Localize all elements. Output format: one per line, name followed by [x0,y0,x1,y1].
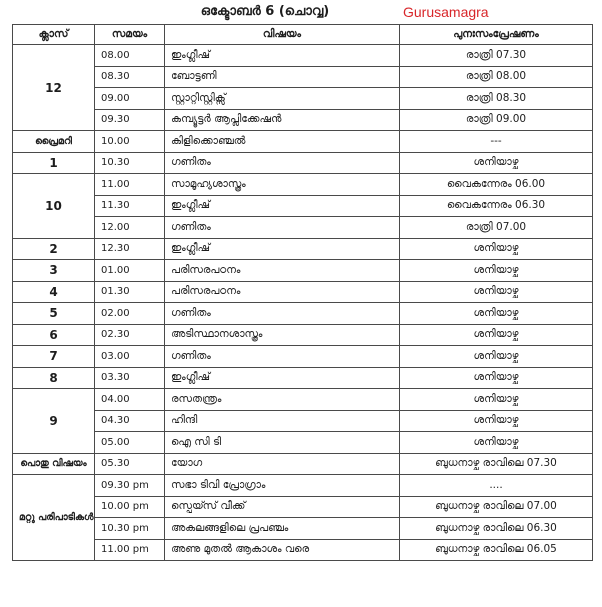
rebroadcast-cell: --- [400,131,593,153]
class-cell: 6 [13,324,95,346]
table-row [13,260,593,282]
table-row [13,281,593,303]
time-cell: 11.00 [95,174,165,196]
class-cell: 1 [13,152,95,174]
time-cell: 01.00 [95,260,165,282]
class-cell: 8 [13,367,95,389]
subject-cell: ഗണിതം [165,217,400,239]
subject-cell: സ്റ്റാറ്റിസ്റ്റിക്സ് [165,88,400,110]
rebroadcast-cell: രാത്രി 07.00 [400,217,593,239]
time-cell: 10.30 [95,152,165,174]
class-cell: പ്രൈമറി [13,131,95,153]
rebroadcast-cell: വൈകന്നേരം 06.00 [400,174,593,196]
rebroadcast-cell: ബുധനാഴ്ച രാവിലെ 06.30 [400,518,593,540]
rebroadcast-cell: ശനിയാഴ്ച [400,346,593,368]
subject-cell: യോഗ [165,453,400,475]
rebroadcast-cell: ശനിയാഴ്ച [400,152,593,174]
subject-cell: അണു മുതൽ ആകാശം വരെ [165,539,400,561]
schedule-table [12,24,593,561]
rebroadcast-cell: രാത്രി 09.00 [400,109,593,131]
table-row [13,539,593,561]
class-cell: 7 [13,346,95,368]
header-rebroadcast: പുനഃസംപ്രേഷണം [400,25,593,45]
time-cell: 02.00 [95,303,165,325]
time-cell: 03.30 [95,367,165,389]
time-cell: 05.00 [95,432,165,454]
rebroadcast-cell: രാത്രി 08.00 [400,66,593,88]
table-row [13,303,593,325]
class-cell: 12 [13,45,95,131]
subject-cell: ഹിന്ദി [165,410,400,432]
table-row [13,238,593,260]
time-cell: 10.00 pm [95,496,165,518]
rebroadcast-cell: ശനിയാഴ്ച [400,324,593,346]
table-row [13,475,593,497]
subject-cell: പരിസരപഠനം [165,260,400,282]
subject-cell: സ്പെയ്സ് വീക്ക് [165,496,400,518]
class-cell: 4 [13,281,95,303]
time-cell: 11.00 pm [95,539,165,561]
time-cell: 09.30 pm [95,475,165,497]
time-cell: 11.30 [95,195,165,217]
rebroadcast-cell: ബുധനാഴ്ച രാവിലെ 06.05 [400,539,593,561]
subject-cell: ഗണിതം [165,303,400,325]
header-class: ക്ലാസ് [13,25,95,45]
header-time: സമയം [95,25,165,45]
table-row [13,324,593,346]
time-cell: 01.30 [95,281,165,303]
subject-cell: ഗണിതം [165,152,400,174]
subject-cell: കിളിക്കൊഞ്ചൽ [165,131,400,153]
time-cell: 02.30 [95,324,165,346]
rebroadcast-cell: ശനിയാഴ്ച [400,238,593,260]
table-header [13,25,593,45]
subject-cell: കമ്പ്യൂട്ടർ ആപ്ലിക്കേഷൻ [165,109,400,131]
rebroadcast-cell: വൈകന്നേരം 06.30 [400,195,593,217]
time-cell: 10.00 [95,131,165,153]
rebroadcast-cell: .... [400,475,593,497]
class-cell: 5 [13,303,95,325]
class-cell: 10 [13,174,95,239]
time-cell: 04.00 [95,389,165,411]
rebroadcast-cell: ബുധനാഴ്ച രാവിലെ 07.00 [400,496,593,518]
time-cell: 03.00 [95,346,165,368]
subject-cell: സാമൂഹ്യശാസ്ത്രം [165,174,400,196]
rebroadcast-cell: ശനിയാഴ്ച [400,432,593,454]
table-row [13,346,593,368]
subject-cell: അടിസ്ഥാനശാസ്ത്രം [165,324,400,346]
time-cell: 10.30 pm [95,518,165,540]
rebroadcast-cell: രാത്രി 07.30 [400,45,593,67]
subject-cell: ബോട്ടണി [165,66,400,88]
table-row [13,367,593,389]
rebroadcast-cell: ശനിയാഴ്ച [400,303,593,325]
time-cell: 09.00 [95,88,165,110]
header-row [13,25,593,45]
table-row [13,518,593,540]
time-cell: 12.00 [95,217,165,239]
table-row [13,195,593,217]
time-cell: 04.30 [95,410,165,432]
header-subject: വിഷയം [165,25,400,45]
subject-cell: ഗണിതം [165,346,400,368]
table-row [13,496,593,518]
table-row [13,109,593,131]
class-cell: 2 [13,238,95,260]
table-row [13,432,593,454]
time-cell: 08.00 [95,45,165,67]
table-row [13,66,593,88]
table-row [13,152,593,174]
table-body [13,45,593,561]
watermark: Gurusamagra [403,4,489,20]
table-row [13,45,593,67]
page-title [0,4,602,24]
table-row [13,174,593,196]
table-row [13,453,593,475]
rebroadcast-cell: ശനിയാഴ്ച [400,367,593,389]
subject-cell: പരിസരപഠനം [165,281,400,303]
subject-cell: ഐ സി ടി [165,432,400,454]
time-cell: 08.30 [95,66,165,88]
date-heading: ഒക്ടോബർ 6 (ചൊവ്വ) [200,4,330,19]
table-row [13,131,593,153]
subject-cell: ഇംഗ്ലീഷ് [165,45,400,67]
time-cell: 05.30 [95,453,165,475]
subject-cell: ഇംഗ്ലീഷ് [165,238,400,260]
rebroadcast-cell: ശനിയാഴ്ച [400,410,593,432]
table-row [13,410,593,432]
subject-cell: ഇംഗ്ലീഷ് [165,367,400,389]
table-row [13,88,593,110]
rebroadcast-cell: ശനിയാഴ്ച [400,389,593,411]
subject-cell: അകലങ്ങളിലെ പ്രപഞ്ചം [165,518,400,540]
subject-cell: രസതന്ത്രം [165,389,400,411]
class-cell: 3 [13,260,95,282]
time-cell: 09.30 [95,109,165,131]
rebroadcast-cell: രാത്രി 08.30 [400,88,593,110]
class-cell: 9 [13,389,95,454]
rebroadcast-cell: ശനിയാഴ്ച [400,260,593,282]
class-cell: മറ്റു പരിപാടികൾ [13,475,95,561]
time-cell: 12.30 [95,238,165,260]
rebroadcast-cell: ശനിയാഴ്ച [400,281,593,303]
subject-cell: സഭാ ടിവി പ്രോഗ്രാം [165,475,400,497]
class-cell: പൊതു വിഷയം [13,453,95,475]
subject-cell: ഇംഗ്ലീഷ് [165,195,400,217]
table-row [13,217,593,239]
table-row [13,389,593,411]
rebroadcast-cell: ബുധനാഴ്ച രാവിലെ 07.30 [400,453,593,475]
